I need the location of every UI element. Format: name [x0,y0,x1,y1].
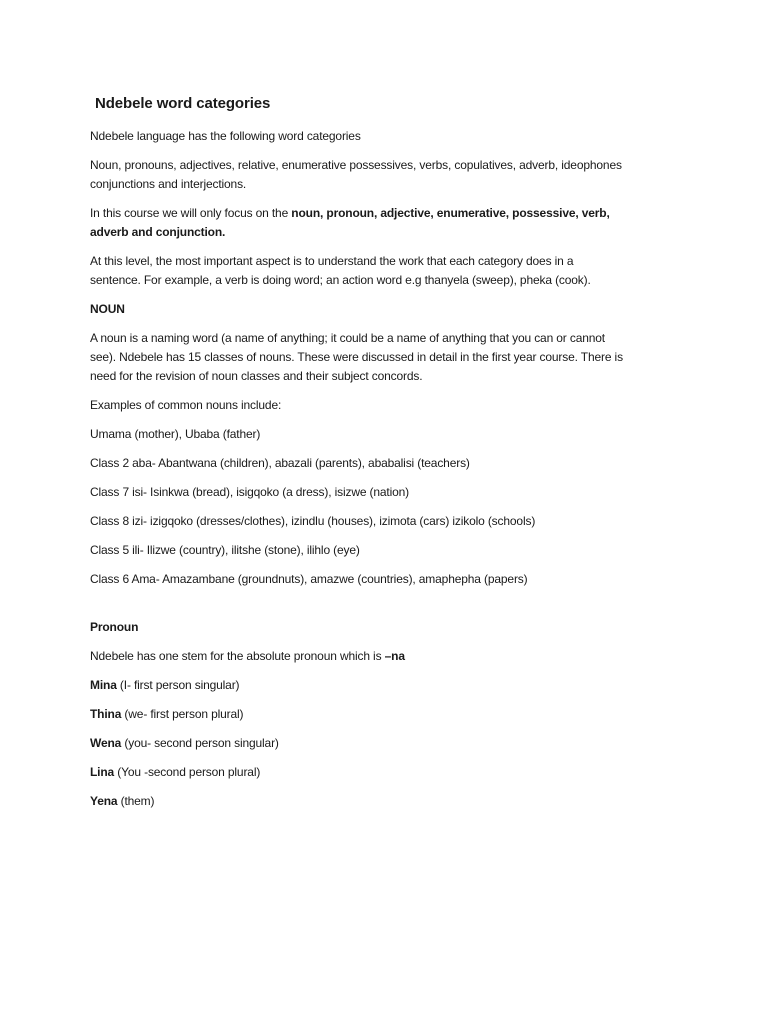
pronoun-word: Wena [90,736,122,750]
document-title: Ndebele word categories [95,95,271,112]
pronoun-stem-text: Ndebele has one stem for the absolute pronoun which is [90,649,385,663]
categories-line: conjunctions and interjections. [90,177,247,191]
noun-example: Class 6 Ama- Amazambane (groundnuts), amazwe (countries), amaphepha (papers) [90,572,528,586]
pronoun-item [90,705,670,724]
pronoun-item [90,792,670,811]
noun-example: Umama (mother), Ubaba (father) [90,427,261,441]
pronoun-word: Lina [90,765,115,779]
focus-line [90,204,670,223]
pronoun-gloss: (I- first person singular) [116,678,240,692]
section-spacer [90,599,670,618]
pronoun-heading: Pronoun [90,620,139,634]
pronoun-gloss: (you- second person singular) [121,736,279,750]
noun-definition-line: see). Ndebele has 15 classes of nouns. These were discussed in detail in the first year course. There is [90,350,623,364]
pronoun-word: Thina [90,707,122,721]
noun-example: Class 8 izi- izigqoko (dresses/clothes), izindlu (houses), izimota (cars) izikolo (schools) [90,514,536,528]
examples-intro: Examples of common nouns include: [90,398,282,412]
focus-prefix: In this course we will only focus on the [90,206,292,220]
pronoun-item [90,676,670,695]
categories-paragraph [90,156,670,194]
intro-paragraph: Ndebele language has the following word categories [90,129,361,143]
pronoun-item [90,763,670,782]
noun-definition-paragraph [90,329,670,386]
aspect-paragraph [90,252,670,290]
pronoun-gloss: (them) [117,794,155,808]
pronoun-gloss: (we- first person plural) [121,707,244,721]
focus-paragraph [90,204,670,242]
noun-definition-line: need for the revision of noun classes and their subject concords. [90,369,423,383]
focus-bold-text: adverb and conjunction. [90,225,226,239]
aspect-line: At this level, the most important aspect is to understand the work that each category does in a [90,254,574,268]
pronoun-stem-bold: –na [384,649,405,663]
noun-example: Class 2 aba- Abantwana (children), abazali (parents), ababalisi (teachers) [90,456,470,470]
pronoun-gloss: (You -second person plural) [114,765,261,779]
noun-heading: NOUN [90,302,125,316]
document-body [90,127,670,821]
categories-line: Noun, pronouns, adjectives, relative, enumerative possessives, verbs, copulatives, adverb, ideophones [90,158,622,172]
aspect-line: sentence. For example, a verb is doing word; an action word e.g thanyela (sweep), pheka (cook). [90,273,591,287]
focus-bold-text: noun, pronoun, adjective, enumerative, possessive, verb, [291,206,610,220]
pronoun-item [90,734,670,753]
pronoun-word: Mina [90,678,117,692]
noun-example: Class 5 ili- Ilizwe (country), ilitshe (stone), ilihlo (eye) [90,543,360,557]
pronoun-stem-paragraph [90,647,670,666]
noun-example: Class 7 isi- Isinkwa (bread), isigqoko (a dress), isizwe (nation) [90,485,410,499]
noun-definition-line: A noun is a naming word (a name of anything; it could be a name of anything that you can or cannot [90,331,605,345]
pronoun-word: Yena [90,794,118,808]
